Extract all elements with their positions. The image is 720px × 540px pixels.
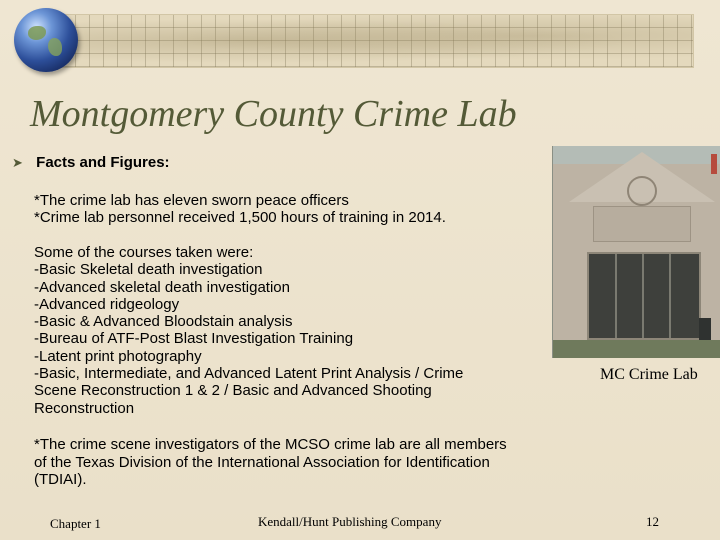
- text-line: *The crime scene investigators of the MCSO crime lab are all members: [34, 436, 507, 453]
- crime-lab-photo: [552, 146, 720, 358]
- arrow-bullet-icon: ➤: [12, 155, 23, 170]
- photo-entrance-doors: [587, 252, 701, 340]
- text-line: -Advanced skeletal death investigation: [34, 278, 290, 296]
- text-line: -Advanced ridgeology: [34, 295, 180, 313]
- text-line: Some of the courses taken were:: [34, 244, 254, 261]
- text-line: Scene Reconstruction 1 & 2 / Basic and Advanced Shooting: [34, 382, 432, 400]
- bullet-item: [12, 154, 170, 171]
- text-line: -Basic, Intermediate, and Advanced Latent Print Analysis / Crime: [34, 365, 464, 383]
- photo-caption: MC Crime Lab: [600, 366, 698, 383]
- membership-paragraph: [34, 436, 507, 489]
- text-line: -Latent print photography: [34, 347, 202, 365]
- photo-trash-bin: [699, 318, 711, 340]
- photo-building-sign: [593, 206, 691, 242]
- photo-edge-mark: [711, 154, 717, 174]
- globe-landmass: [48, 38, 62, 56]
- photo-ground: [553, 340, 720, 358]
- bullet-heading: Facts and Figures:: [36, 154, 170, 171]
- footer-page-number: 12: [646, 514, 659, 529]
- star-emblem-icon: [627, 176, 657, 206]
- slide-title: Montgomery County Crime Lab: [30, 93, 517, 135]
- facts-paragraph: [34, 192, 446, 227]
- courses-paragraph: [34, 244, 463, 417]
- text-line: *Crime lab personnel received 1,500 hours of training in 2014.: [34, 209, 446, 227]
- text-line: (TDIAI).: [34, 471, 87, 488]
- text-line: -Basic & Advanced Bloodstain analysis: [34, 313, 293, 331]
- text-line: *The crime lab has eleven sworn peace officers: [34, 192, 349, 209]
- footer-publisher: Kendall/Hunt Publishing Company: [258, 514, 442, 529]
- footer-chapter: Chapter 1: [50, 516, 101, 531]
- globe-landmass: [28, 26, 46, 40]
- map-header-decoration: [60, 14, 694, 68]
- text-line: -Bureau of ATF-Post Blast Investigation Training: [34, 330, 354, 348]
- text-line: Reconstruction: [34, 399, 135, 417]
- text-line: of the Texas Division of the International Association for Identification: [34, 453, 490, 471]
- text-line: -Basic Skeletal death investigation: [34, 261, 263, 279]
- globe-icon: [14, 8, 78, 72]
